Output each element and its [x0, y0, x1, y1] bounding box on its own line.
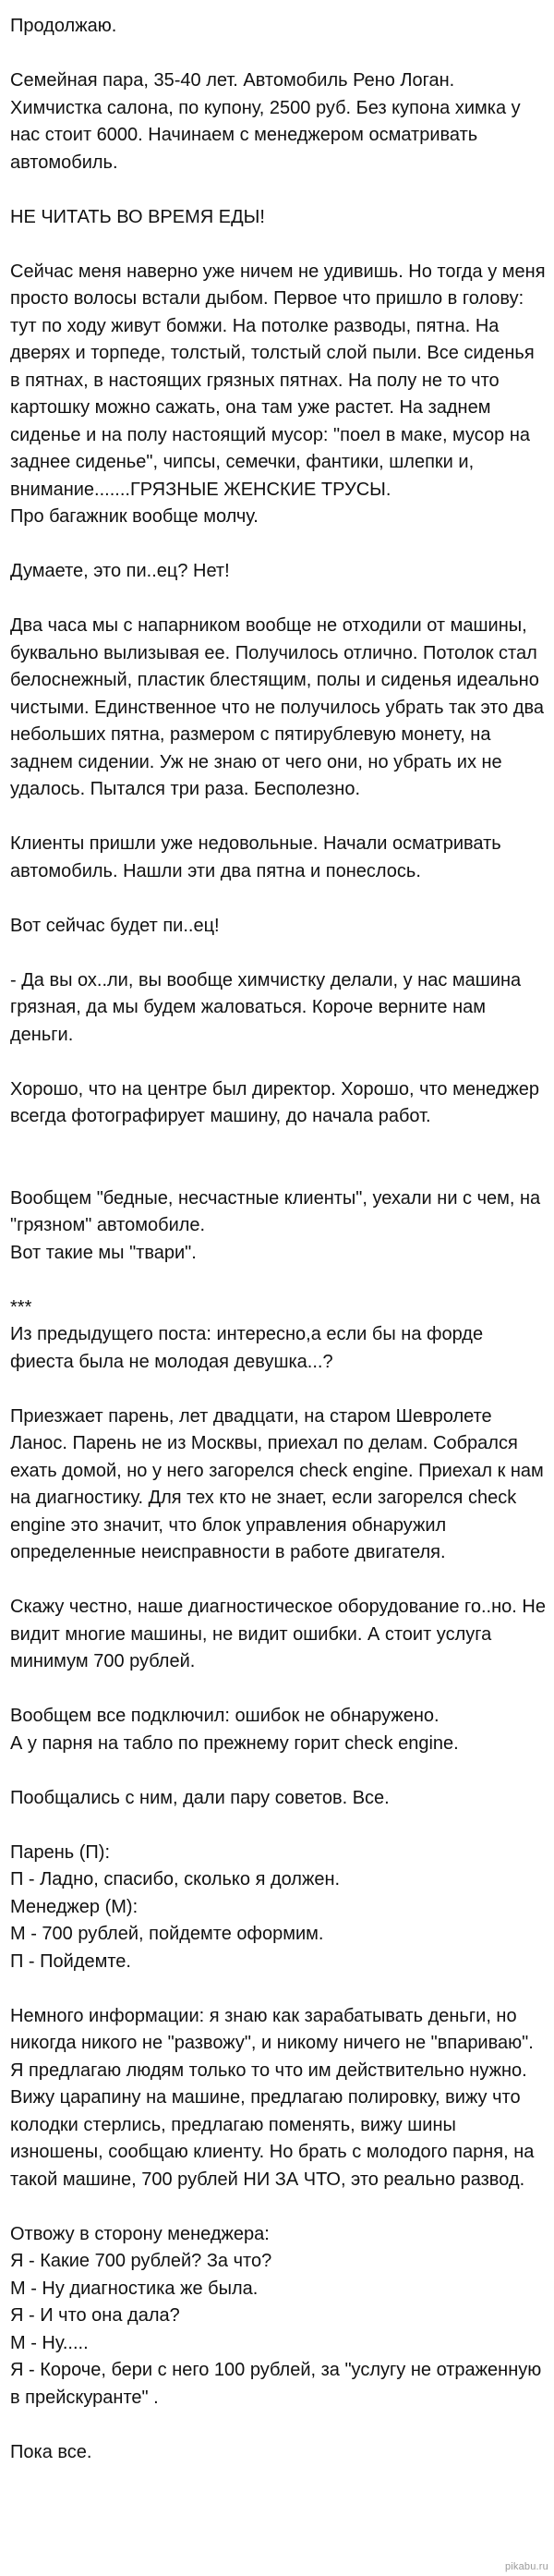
text-line: - Да вы ох..ли, вы вообще химчистку делали, у нас машина грязная, да мы будем жаловаться. Короче верните нам деньги.	[10, 969, 522, 1045]
text-line: Продолжаю.	[10, 16, 117, 36]
paragraph	[10, 204, 547, 232]
paragraph	[10, 967, 547, 1050]
text-line: Вот такие мы "твари".	[10, 1242, 197, 1263]
text-line: Два часа мы с напарником вообще не отходили от машины, буквально вылизывая ее. Получилось отлично. Потолок стал белоснежный, пластик блестящим, полы и сиденья идеально чистыми. Единственное что не получилось убрать так это два небольших пятна, размером с пятирублевую монету, на заднем сидении. Уж не знаю от чего они, но убрать их не удалось. Пытался три раза. Бесполезно.	[10, 615, 545, 799]
text-line: Я - Какие 700 рублей? За что?	[10, 2251, 272, 2271]
text-line: Приезжает парень, лет двадцати, на старом Шевролете Ланос. Парень не из Москвы, приехал по делам. Собрался ехать домой, но у него загорелся check engine. Приехал к нам на диагностику. Для тех кто не знает, если загорелся check engine это значит, что блок управления обнаружил определенные неисправности в работе двигателя.	[10, 1405, 544, 1562]
text-line: Пока все.	[10, 2441, 92, 2462]
paragraph	[10, 1840, 547, 1976]
text-line: Сейчас меня наверно уже ничем не удивишь. Но тогда у меня просто волосы встали дыбом. Первое что пришло в голову: тут по ходу живут бомжи. На потолке разводы, пятна. На дверях и торпеде, толстый, толстый слой пыли. Все сиденья в пятнах, в настоящих грязных пятнах. На полу не то что картошку можно сажать, она там уже растет. На заднем сиденье и на полу настоящий мусор: "поел в маке, мусор на заднее сиденье", чипсы, семечки, фантики, шлепки и, внимание.......ГРЯЗНЫЕ ЖЕНСКИЕ ТРУСЫ.	[10, 261, 546, 500]
paragraph	[10, 1294, 547, 1377]
text-line: Я - Короче, бери с него 100 рублей, за "услугу не отраженную в прейскуранте" .	[10, 2360, 542, 2408]
paragraph	[10, 913, 547, 941]
paragraph	[10, 1076, 547, 1131]
text-line: Скажу честно, наше диагностическое оборудование го..но. Не видит многие машины, не видит ошибки. А стоит услуга минимум 700 рублей.	[10, 1597, 546, 1671]
text-line: П - Ладно, спасибо, сколько я должен.	[10, 1869, 341, 1889]
text-line: М - Ну.....	[10, 2332, 89, 2353]
text-line: Пообщались с ним, дали пару советов. Все.	[10, 1787, 390, 1808]
text-line: Менеджер (М):	[10, 1896, 138, 1917]
paragraph	[10, 1785, 547, 1813]
paragraph	[10, 1403, 547, 1567]
text-line: ***	[10, 1296, 32, 1318]
text-line: Парень (П):	[10, 1841, 111, 1863]
paragraph	[10, 2003, 547, 2194]
paragraph	[10, 259, 547, 531]
text-line: Думаете, это пи..ец? Нет!	[10, 561, 230, 581]
text-line: Отвожу в сторону менеджера:	[10, 2223, 270, 2244]
text-line: Вообщем "бедные, несчастные клиенты", уехали ни с чем, на "грязном" автомобиле.	[10, 1187, 541, 1235]
paragraph	[10, 1594, 547, 1676]
paragraph	[10, 1158, 547, 1185]
text-line: А у парня на табло по прежнему горит check engine.	[10, 1732, 459, 1754]
text-line: Семейная пара, 35-40 лет. Автомобиль Рено Логан. Химчистка салона, по купону, 2500 руб. Без купона химка у нас стоит 6000. Начинаем с менеджером осматривать автомобиль.	[10, 70, 521, 173]
paragraph	[10, 2221, 547, 2412]
paragraph	[10, 1185, 547, 1268]
text-line: Хорошо, что на центре был директор. Хорошо, что менеджер всегда фотографирует машину, до начала работ.	[10, 1078, 539, 1126]
paragraph	[10, 1703, 547, 1757]
text-line: Вообщем все подключил: ошибок не обнаружено.	[10, 1706, 440, 1726]
text-line: НЕ ЧИТАТЬ ВО ВРЕМЯ ЕДЫ!	[10, 206, 265, 227]
text-line: П - Пойдемте.	[10, 1950, 131, 1972]
text-line: Я - И что она дала?	[10, 2305, 180, 2326]
text-line: Клиенты пришли уже недовольные. Начали осматривать автомобиль. Нашли эти два пятна и понеслось.	[10, 833, 501, 881]
paragraph	[10, 831, 547, 885]
text-line: Из предыдущего поста: интересно,а если бы на форде фиеста была не молодая девушка...?	[10, 1324, 484, 1372]
text-line: Про багажник вообще молчу.	[10, 506, 259, 527]
paragraph	[10, 13, 547, 41]
text-line: Вот сейчас будет пи..ец!	[10, 915, 220, 936]
paragraph	[10, 613, 547, 804]
text-line: М - 700 рублей, пойдемте оформим.	[10, 1924, 324, 1944]
paragraph	[10, 67, 547, 176]
watermark: pikabu.ru	[504, 2561, 548, 2572]
text-line: М - Ну диагностика же была.	[10, 2278, 259, 2299]
paragraph	[10, 2439, 547, 2467]
paragraph	[10, 558, 547, 586]
text-line: Немного информации: я знаю как зарабатывать деньги, но никогда никого не "развожу", и никому ничего не "впариваю". Я предлагаю людям только то что им действительно нужно. Вижу царапину на машине, предлагаю полировку, вижу что колодки стерлись, предлагаю поменять, вижу шины изношены, сообщаю клиенту. Но брать с молодого парня, на такой машине, 700 рублей НИ ЗА ЧТО, это реально развод.	[10, 2005, 535, 2190]
